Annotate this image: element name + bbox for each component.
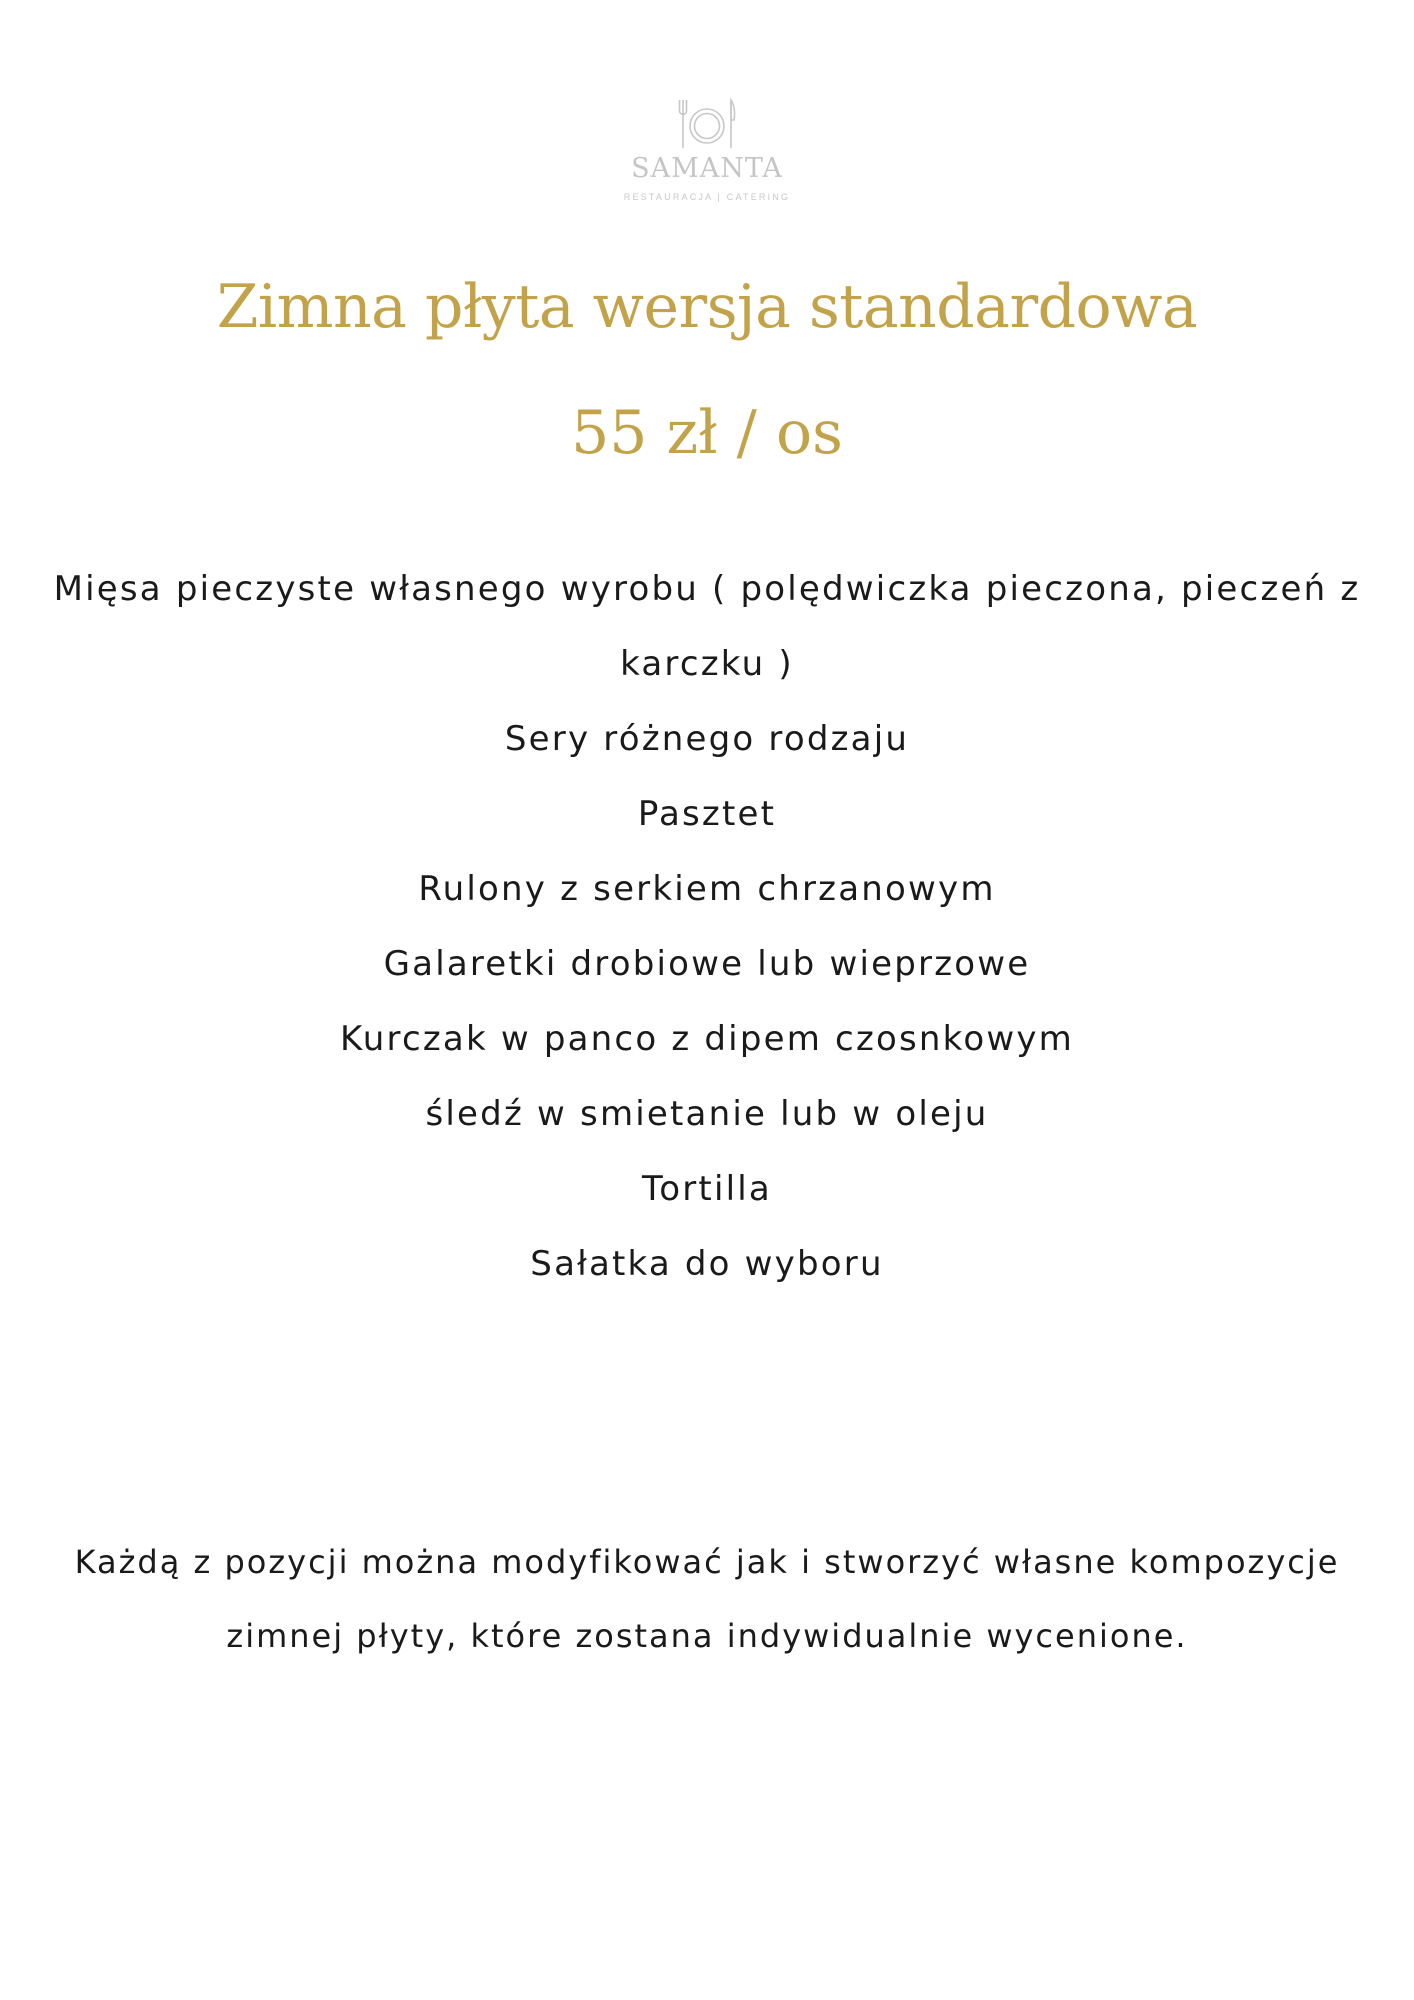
menu-price: 55 zł / os (571, 398, 843, 468)
menu-item: Sery różnego rodzaju (504, 719, 910, 759)
logo-name: SAMANTA (631, 153, 783, 184)
menu-item: Galaretki drobiowe lub wieprzowe (383, 944, 1031, 984)
logo-tagline: RESTAURACJA | CATERING (623, 192, 791, 202)
menu-item: Tortilla (642, 1169, 772, 1209)
menu-item: Rulony z serkiem chrzanowym (418, 869, 996, 909)
logo (0, 98, 1414, 202)
menu-item: Pasztet (637, 794, 777, 834)
menu-item: Kurczak w panco z dipem czosnkowym (340, 1019, 1074, 1059)
customization-note: Każdą z pozycji można modyfikować jak i stworzyć własne kompozycje zimnej płyty, które zostana indywidualnie wycenione. (74, 1543, 1340, 1655)
menu-item: Sałatka do wyboru (530, 1244, 884, 1284)
menu-items-list (40, 552, 1374, 1302)
menu-item: śledź w smietanie lub w oleju (425, 1094, 989, 1134)
menu-title: Zimna płyta wersja standardowa (216, 272, 1198, 342)
plate-fork-knife-icon (677, 98, 737, 150)
menu-item: Mięsa pieczyste własnego wyrobu ( polędwiczka pieczona, pieczeń z karczku ) (53, 569, 1361, 684)
